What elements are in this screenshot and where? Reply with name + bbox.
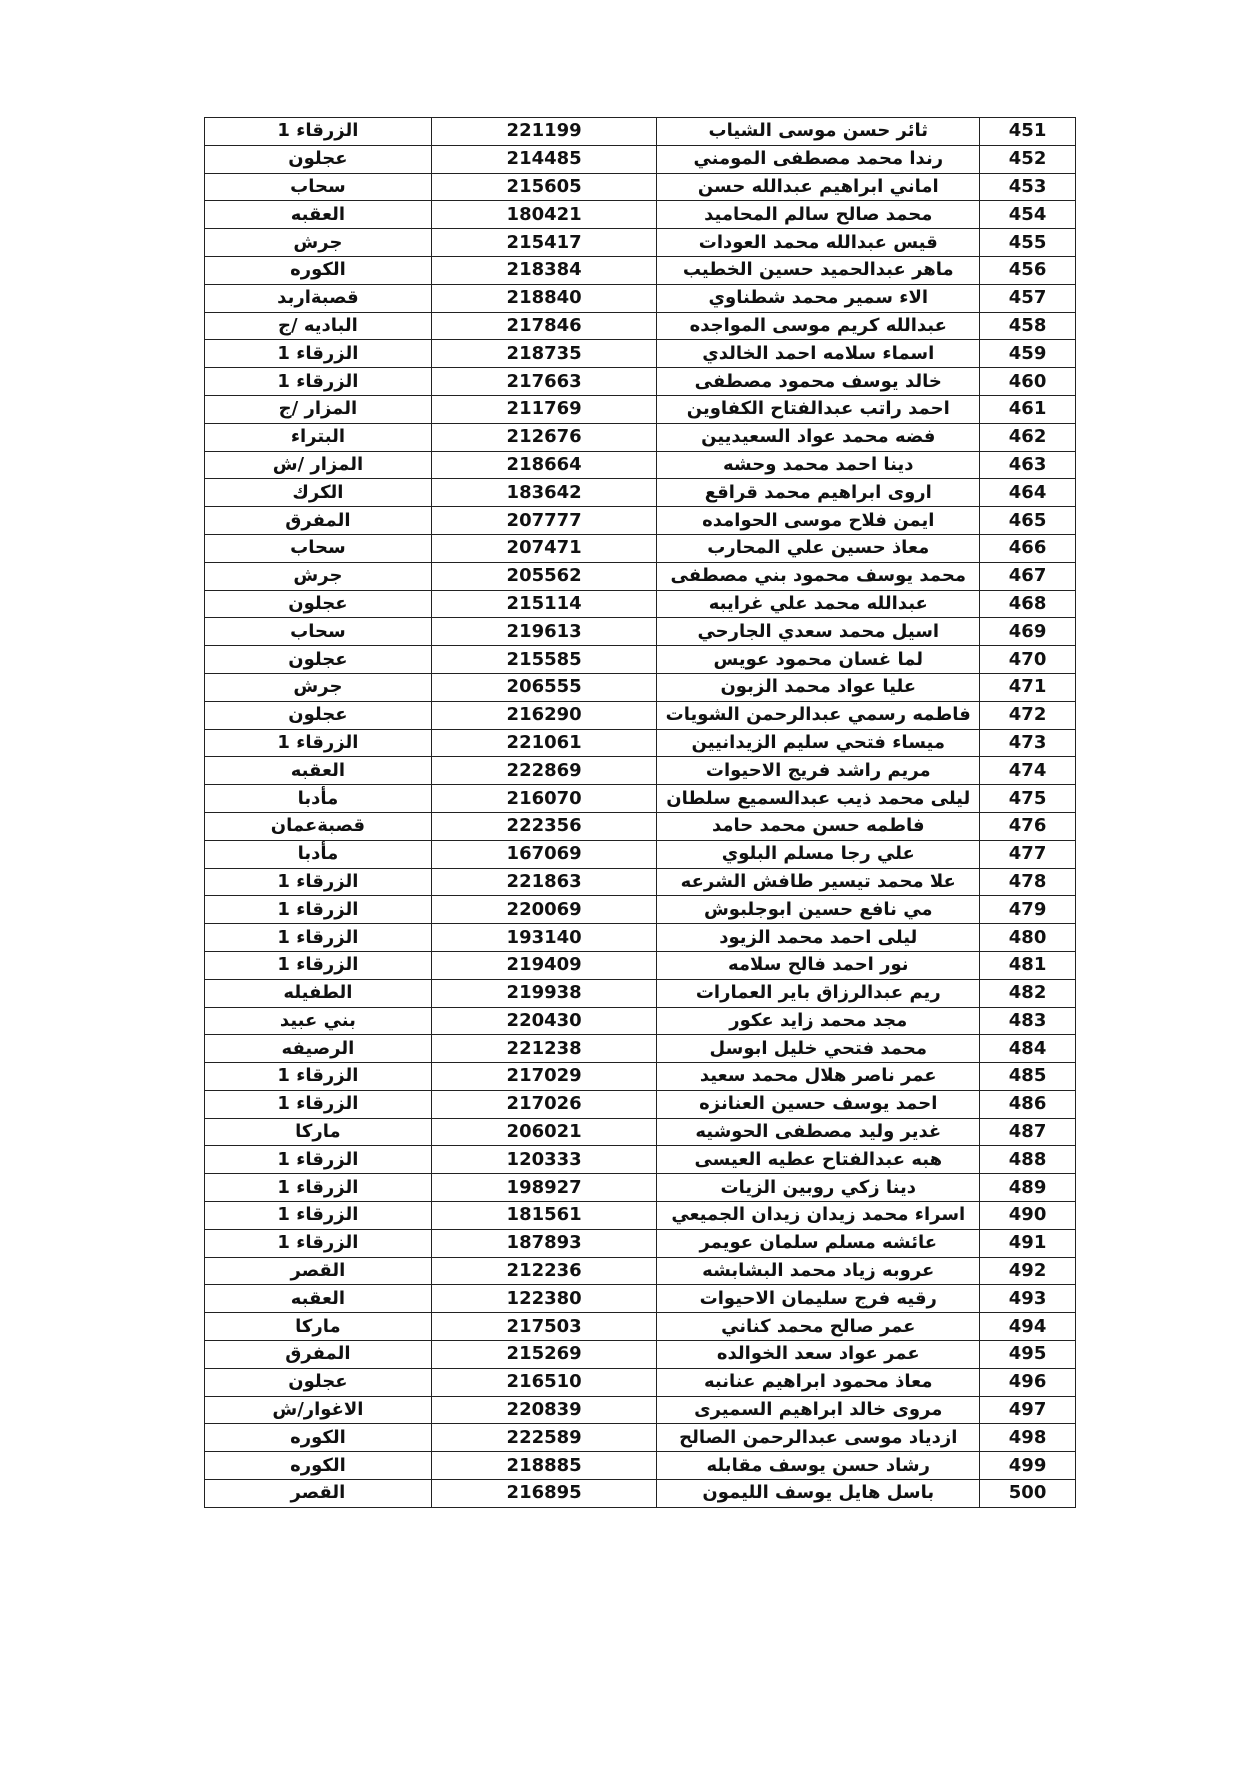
table-row [205, 757, 1076, 785]
id-number-cell: 120333 [431, 1146, 657, 1174]
region-cell: الزرقاء 1 [205, 340, 432, 368]
region-cell: الزرقاء 1 [205, 1063, 432, 1091]
id-number-cell: 205562 [431, 562, 657, 590]
region-cell: الزرقاء 1 [205, 368, 432, 396]
region-cell: العقبه [205, 201, 432, 229]
id-number-cell: 222869 [431, 757, 657, 785]
row-number-cell: 460 [980, 368, 1076, 396]
region-cell: الزرقاء 1 [205, 951, 432, 979]
table-row [205, 1229, 1076, 1257]
table-row [205, 1174, 1076, 1202]
region-cell: قصبةعمان [205, 812, 432, 840]
name-cell: عمر عواد سعد الخوالده [657, 1341, 980, 1369]
id-number-cell: 198927 [431, 1174, 657, 1202]
id-number-cell: 187893 [431, 1229, 657, 1257]
region-cell: المفرق [205, 507, 432, 535]
id-number-cell: 220430 [431, 1007, 657, 1035]
row-number-cell: 475 [980, 785, 1076, 813]
region-cell: المفرق [205, 1341, 432, 1369]
name-cell: معاذ حسين علي المحارب [657, 534, 980, 562]
table-row [205, 1090, 1076, 1118]
region-cell: ماركا [205, 1118, 432, 1146]
region-cell: الطفيله [205, 979, 432, 1007]
id-number-cell: 218840 [431, 284, 657, 312]
id-number-cell: 215114 [431, 590, 657, 618]
id-number-cell: 222589 [431, 1424, 657, 1452]
table-row [205, 284, 1076, 312]
table-row [205, 868, 1076, 896]
row-number-cell: 457 [980, 284, 1076, 312]
row-number-cell: 469 [980, 618, 1076, 646]
table-row [205, 1063, 1076, 1091]
name-cell: رشاد حسن يوسف مقابله [657, 1452, 980, 1480]
region-cell: الزرقاء 1 [205, 868, 432, 896]
name-cell: عمر صالح محمد كناني [657, 1313, 980, 1341]
name-cell: علي رجا مسلم البلوي [657, 840, 980, 868]
name-cell: باسل هايل يوسف الليمون [657, 1480, 980, 1508]
table-row [205, 951, 1076, 979]
name-cell: محمد يوسف محمود بني مصطفى [657, 562, 980, 590]
name-cell: عبدالله محمد علي غرايبه [657, 590, 980, 618]
id-number-cell: 217503 [431, 1313, 657, 1341]
id-number-cell: 167069 [431, 840, 657, 868]
id-number-cell: 207777 [431, 507, 657, 535]
row-number-cell: 467 [980, 562, 1076, 590]
id-number-cell: 222356 [431, 812, 657, 840]
row-number-cell: 470 [980, 646, 1076, 674]
region-cell: سحاب [205, 618, 432, 646]
name-cell: هبه عبدالفتاح عطيه العيسى [657, 1146, 980, 1174]
region-cell: عجلون [205, 646, 432, 674]
table-row [205, 979, 1076, 1007]
id-number-cell: 206021 [431, 1118, 657, 1146]
name-cell: معاذ محمود ابراهيم عنانبه [657, 1368, 980, 1396]
row-number-cell: 455 [980, 229, 1076, 257]
region-cell: الزرقاء 1 [205, 118, 432, 146]
name-cell: عليا عواد محمد الزبون [657, 673, 980, 701]
id-number-cell: 214485 [431, 145, 657, 173]
region-cell: الزرقاء 1 [205, 924, 432, 952]
name-cell: فاطمه رسمي عبدالرحمن الشويات [657, 701, 980, 729]
table-row [205, 590, 1076, 618]
row-number-cell: 482 [980, 979, 1076, 1007]
region-cell: عجلون [205, 590, 432, 618]
region-cell: الزرقاء 1 [205, 1202, 432, 1230]
id-number-cell: 217029 [431, 1063, 657, 1091]
name-cell: عروبه زياد محمد البشابشه [657, 1257, 980, 1285]
row-number-cell: 465 [980, 507, 1076, 535]
name-cell: خالد يوسف محمود مصطفى [657, 368, 980, 396]
table-row [205, 368, 1076, 396]
table-row [205, 256, 1076, 284]
name-cell: احمد راتب عبدالفتاح الكفاوين [657, 395, 980, 423]
id-number-cell: 221061 [431, 729, 657, 757]
table-row [205, 562, 1076, 590]
row-number-cell: 495 [980, 1341, 1076, 1369]
region-cell: الكوره [205, 256, 432, 284]
name-cell: علا محمد تيسير طافش الشرعه [657, 868, 980, 896]
name-cell: عائشه مسلم سلمان عويمر [657, 1229, 980, 1257]
name-cell: رقيه فرج سليمان الاحيوات [657, 1285, 980, 1313]
row-number-cell: 491 [980, 1229, 1076, 1257]
table-row [205, 312, 1076, 340]
region-cell: المزار /ج [205, 395, 432, 423]
id-number-cell: 215605 [431, 173, 657, 201]
id-number-cell: 212236 [431, 1257, 657, 1285]
row-number-cell: 486 [980, 1090, 1076, 1118]
row-number-cell: 478 [980, 868, 1076, 896]
table-row [205, 1035, 1076, 1063]
table-row [205, 201, 1076, 229]
table-row [205, 479, 1076, 507]
id-number-cell: 215269 [431, 1341, 657, 1369]
row-number-cell: 494 [980, 1313, 1076, 1341]
row-number-cell: 463 [980, 451, 1076, 479]
table-row [205, 896, 1076, 924]
id-number-cell: 183642 [431, 479, 657, 507]
name-cell: ريم عبدالرزاق باير العمارات [657, 979, 980, 1007]
id-number-cell: 211769 [431, 395, 657, 423]
name-cell: دينا زكي روبين الزيات [657, 1174, 980, 1202]
table-row [205, 1480, 1076, 1508]
row-number-cell: 498 [980, 1424, 1076, 1452]
name-cell: عمر ناصر هلال محمد سعيد [657, 1063, 980, 1091]
row-number-cell: 489 [980, 1174, 1076, 1202]
name-cell: ليلى احمد محمد الزيود [657, 924, 980, 952]
name-cell: الاء سمير محمد شطناوي [657, 284, 980, 312]
row-number-cell: 479 [980, 896, 1076, 924]
name-cell: احمد يوسف حسين العنانزه [657, 1090, 980, 1118]
name-cell: مريم راشد فريج الاحيوات [657, 757, 980, 785]
name-cell: عبدالله كريم موسى المواجده [657, 312, 980, 340]
name-cell: فاطمه حسن محمد حامد [657, 812, 980, 840]
name-cell: اسراء محمد زيدان زيدان الجميعي [657, 1202, 980, 1230]
name-cell: رندا محمد مصطفى المومني [657, 145, 980, 173]
name-cell: ثائر حسن موسى الشياب [657, 118, 980, 146]
region-cell: العقبه [205, 757, 432, 785]
table-row [205, 1202, 1076, 1230]
region-cell: الباديه /ج [205, 312, 432, 340]
table-row [205, 1424, 1076, 1452]
row-number-cell: 485 [980, 1063, 1076, 1091]
name-cell: فضه محمد عواد السعيديين [657, 423, 980, 451]
row-number-cell: 477 [980, 840, 1076, 868]
table-row [205, 1341, 1076, 1369]
id-number-cell: 220839 [431, 1396, 657, 1424]
region-cell: عجلون [205, 701, 432, 729]
name-cell: ازدياد موسى عبدالرحمن الصالح [657, 1424, 980, 1452]
region-cell: سحاب [205, 173, 432, 201]
id-number-cell: 217663 [431, 368, 657, 396]
roster-table [204, 117, 1076, 1508]
table-row [205, 673, 1076, 701]
table-row [205, 618, 1076, 646]
name-cell: محمد صالح سالم المحاميد [657, 201, 980, 229]
region-cell: الزرقاء 1 [205, 896, 432, 924]
region-cell: عجلون [205, 1368, 432, 1396]
roster-table-body [205, 118, 1076, 1508]
id-number-cell: 218735 [431, 340, 657, 368]
id-number-cell: 221199 [431, 118, 657, 146]
row-number-cell: 487 [980, 1118, 1076, 1146]
row-number-cell: 473 [980, 729, 1076, 757]
row-number-cell: 476 [980, 812, 1076, 840]
region-cell: البتراء [205, 423, 432, 451]
table-row [205, 1118, 1076, 1146]
row-number-cell: 456 [980, 256, 1076, 284]
id-number-cell: 218885 [431, 1452, 657, 1480]
name-cell: اسيل محمد سعدي الجارحي [657, 618, 980, 646]
id-number-cell: 122380 [431, 1285, 657, 1313]
id-number-cell: 193140 [431, 924, 657, 952]
row-number-cell: 488 [980, 1146, 1076, 1174]
table-row [205, 1146, 1076, 1174]
name-cell: اماني ابراهيم عبدالله حسن [657, 173, 980, 201]
region-cell: الكوره [205, 1452, 432, 1480]
id-number-cell: 207471 [431, 534, 657, 562]
id-number-cell: 221863 [431, 868, 657, 896]
row-number-cell: 500 [980, 1480, 1076, 1508]
table-row [205, 534, 1076, 562]
region-cell: الاغوار/ش [205, 1396, 432, 1424]
name-cell: ميساء فتحي سليم الزيدانيين [657, 729, 980, 757]
id-number-cell: 181561 [431, 1202, 657, 1230]
region-cell: العقبه [205, 1285, 432, 1313]
id-number-cell: 206555 [431, 673, 657, 701]
name-cell: قيس عبدالله محمد العودات [657, 229, 980, 257]
region-cell: الرصيفه [205, 1035, 432, 1063]
name-cell: ماهر عبدالحميد حسين الخطيب [657, 256, 980, 284]
row-number-cell: 484 [980, 1035, 1076, 1063]
region-cell: قصبةاربد [205, 284, 432, 312]
region-cell: الزرقاء 1 [205, 729, 432, 757]
table-row [205, 1285, 1076, 1313]
id-number-cell: 217026 [431, 1090, 657, 1118]
region-cell: المزار /ش [205, 451, 432, 479]
table-row [205, 451, 1076, 479]
id-number-cell: 216895 [431, 1480, 657, 1508]
table-row [205, 118, 1076, 146]
id-number-cell: 215585 [431, 646, 657, 674]
id-number-cell: 219938 [431, 979, 657, 1007]
table-row [205, 729, 1076, 757]
region-cell: الكرك [205, 479, 432, 507]
row-number-cell: 493 [980, 1285, 1076, 1313]
region-cell: الزرقاء 1 [205, 1174, 432, 1202]
row-number-cell: 499 [980, 1452, 1076, 1480]
row-number-cell: 474 [980, 757, 1076, 785]
region-cell: سحاب [205, 534, 432, 562]
table-row [205, 701, 1076, 729]
name-cell: دينا احمد محمد وحشه [657, 451, 980, 479]
name-cell: ايمن فلاح موسى الحوامده [657, 507, 980, 535]
name-cell: اسماء سلامه احمد الخالدي [657, 340, 980, 368]
name-cell: ليلى محمد ذيب عبدالسميع سلطان [657, 785, 980, 813]
name-cell: مجد محمد زايد عكور [657, 1007, 980, 1035]
id-number-cell: 218664 [431, 451, 657, 479]
id-number-cell: 216510 [431, 1368, 657, 1396]
region-cell: جرش [205, 229, 432, 257]
row-number-cell: 497 [980, 1396, 1076, 1424]
region-cell: عجلون [205, 145, 432, 173]
table-row [205, 840, 1076, 868]
region-cell: جرش [205, 562, 432, 590]
region-cell: القصر [205, 1257, 432, 1285]
id-number-cell: 216290 [431, 701, 657, 729]
region-cell: الزرقاء 1 [205, 1229, 432, 1257]
row-number-cell: 459 [980, 340, 1076, 368]
name-cell: اروى ابراهيم محمد قراقع [657, 479, 980, 507]
region-cell: الزرقاء 1 [205, 1146, 432, 1174]
name-cell: محمد فتحي خليل ابوسل [657, 1035, 980, 1063]
table-row [205, 507, 1076, 535]
id-number-cell: 221238 [431, 1035, 657, 1063]
id-number-cell: 220069 [431, 896, 657, 924]
name-cell: غدير وليد مصطفى الحوشيه [657, 1118, 980, 1146]
table-row [205, 1313, 1076, 1341]
table-row [205, 423, 1076, 451]
region-cell: الكوره [205, 1424, 432, 1452]
id-number-cell: 216070 [431, 785, 657, 813]
table-row [205, 924, 1076, 952]
name-cell: مي نافع حسين ابوجلبوش [657, 896, 980, 924]
row-number-cell: 481 [980, 951, 1076, 979]
table-row [205, 812, 1076, 840]
table-row [205, 229, 1076, 257]
row-number-cell: 458 [980, 312, 1076, 340]
id-number-cell: 212676 [431, 423, 657, 451]
id-number-cell: 219613 [431, 618, 657, 646]
table-row [205, 1257, 1076, 1285]
row-number-cell: 471 [980, 673, 1076, 701]
id-number-cell: 215417 [431, 229, 657, 257]
table-row [205, 1007, 1076, 1035]
region-cell: جرش [205, 673, 432, 701]
name-cell: مروى خالد ابراهيم السميرى [657, 1396, 980, 1424]
table-row [205, 646, 1076, 674]
region-cell: بني عبيد [205, 1007, 432, 1035]
name-cell: نور احمد فالح سلامه [657, 951, 980, 979]
row-number-cell: 468 [980, 590, 1076, 618]
row-number-cell: 462 [980, 423, 1076, 451]
row-number-cell: 472 [980, 701, 1076, 729]
id-number-cell: 217846 [431, 312, 657, 340]
table-row [205, 145, 1076, 173]
region-cell: مأدبا [205, 840, 432, 868]
row-number-cell: 492 [980, 1257, 1076, 1285]
id-number-cell: 180421 [431, 201, 657, 229]
region-cell: الزرقاء 1 [205, 1090, 432, 1118]
region-cell: القصر [205, 1480, 432, 1508]
id-number-cell: 219409 [431, 951, 657, 979]
table-row [205, 785, 1076, 813]
row-number-cell: 454 [980, 201, 1076, 229]
table-row [205, 340, 1076, 368]
name-cell: لما غسان محمود عويس [657, 646, 980, 674]
region-cell: مأدبا [205, 785, 432, 813]
row-number-cell: 466 [980, 534, 1076, 562]
row-number-cell: 464 [980, 479, 1076, 507]
row-number-cell: 480 [980, 924, 1076, 952]
table-row [205, 1452, 1076, 1480]
row-number-cell: 496 [980, 1368, 1076, 1396]
row-number-cell: 451 [980, 118, 1076, 146]
row-number-cell: 461 [980, 395, 1076, 423]
id-number-cell: 218384 [431, 256, 657, 284]
region-cell: ماركا [205, 1313, 432, 1341]
row-number-cell: 490 [980, 1202, 1076, 1230]
table-row [205, 173, 1076, 201]
row-number-cell: 453 [980, 173, 1076, 201]
row-number-cell: 452 [980, 145, 1076, 173]
table-row [205, 395, 1076, 423]
row-number-cell: 483 [980, 1007, 1076, 1035]
table-row [205, 1368, 1076, 1396]
table-row [205, 1396, 1076, 1424]
